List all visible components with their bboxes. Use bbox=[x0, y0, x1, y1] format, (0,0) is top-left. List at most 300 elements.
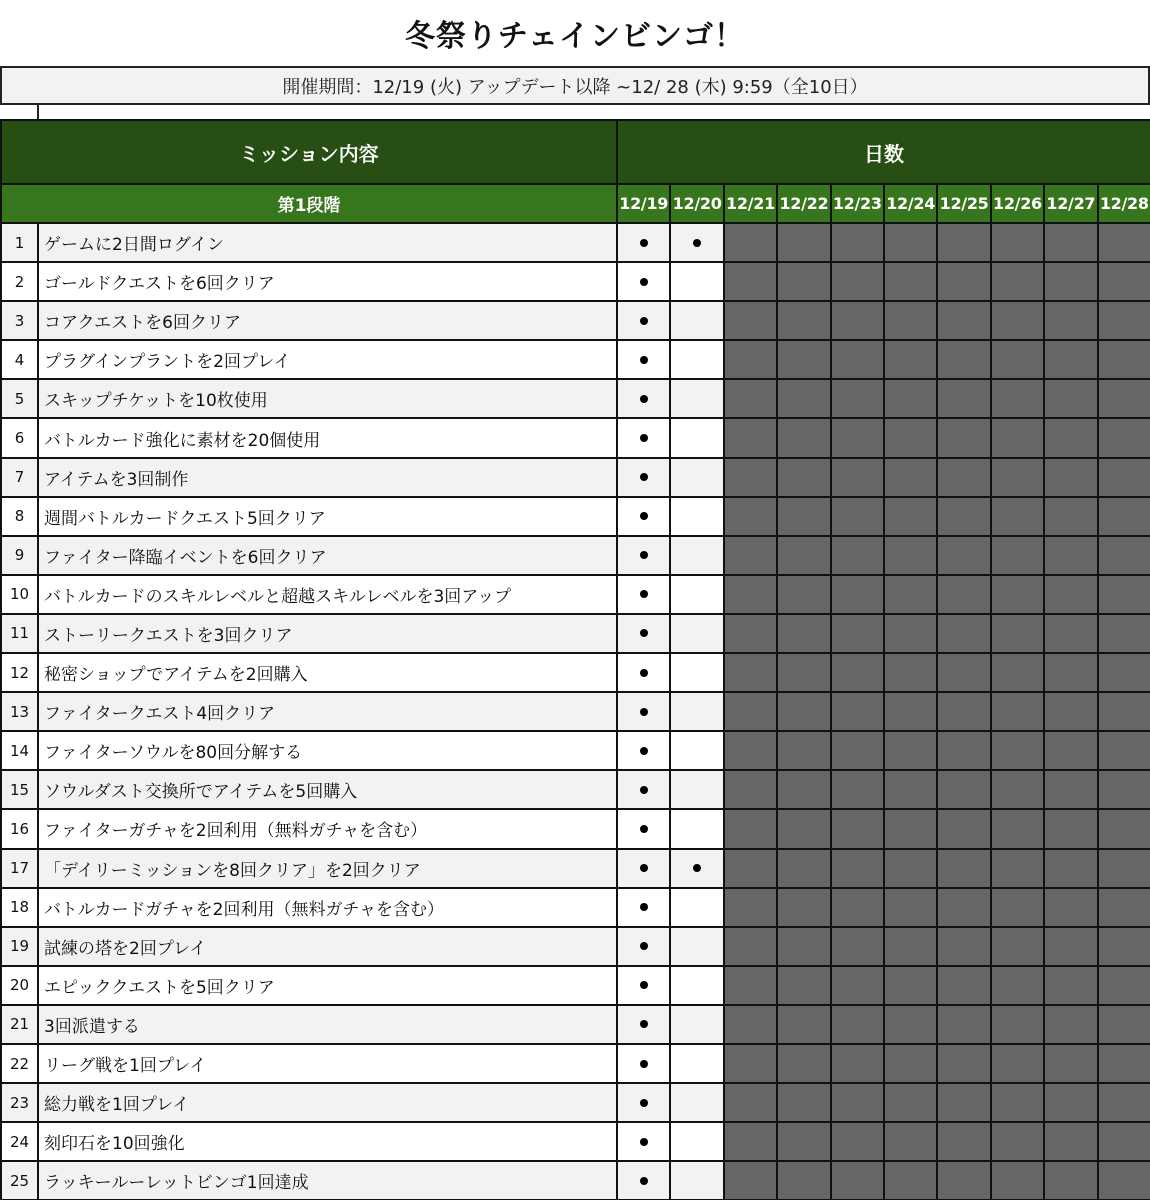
mission-text: ゲームに2日間ログイン bbox=[38, 223, 617, 262]
inactive-day-cell bbox=[991, 888, 1044, 927]
inactive-day-cell bbox=[884, 262, 937, 301]
day-cell bbox=[670, 1122, 723, 1161]
day-header: 12/23 bbox=[831, 184, 884, 223]
table-row bbox=[1, 1161, 1150, 1200]
inactive-day-cell bbox=[831, 809, 884, 848]
inactive-day-cell bbox=[1044, 223, 1097, 262]
day-header: 12/22 bbox=[777, 184, 830, 223]
day-header: 12/26 bbox=[991, 184, 1044, 223]
inactive-day-cell bbox=[991, 1044, 1044, 1083]
mission-text: ファイター降臨イベントを6回クリア bbox=[38, 536, 617, 575]
inactive-day-cell bbox=[884, 966, 937, 1005]
table-row bbox=[1, 1122, 1150, 1161]
inactive-day-cell bbox=[777, 888, 830, 927]
inactive-day-cell bbox=[831, 458, 884, 497]
inactive-day-cell bbox=[724, 1161, 777, 1200]
row-number: 7 bbox=[1, 458, 38, 497]
inactive-day-cell bbox=[1044, 770, 1097, 809]
inactive-day-cell bbox=[1098, 692, 1150, 731]
inactive-day-cell bbox=[724, 966, 777, 1005]
inactive-day-cell bbox=[1098, 849, 1150, 888]
day-cell bbox=[670, 536, 723, 575]
event-period-text: 開催期間：12/19 (火) アップデート以降 ~12/ 28 (木) 9:59（全10日） bbox=[282, 76, 868, 98]
inactive-day-cell bbox=[884, 379, 937, 418]
inactive-day-cell bbox=[1044, 1161, 1097, 1200]
inactive-day-cell bbox=[1098, 340, 1150, 379]
inactive-day-cell bbox=[777, 575, 830, 614]
inactive-day-cell bbox=[1044, 458, 1097, 497]
mission-text: 刻印石を10回強化 bbox=[38, 1122, 617, 1161]
inactive-day-cell bbox=[724, 653, 777, 692]
inactive-day-cell bbox=[1044, 849, 1097, 888]
inactive-day-cell bbox=[724, 262, 777, 301]
inactive-day-cell bbox=[724, 849, 777, 888]
day-cell bbox=[617, 301, 670, 340]
inactive-day-cell bbox=[937, 223, 990, 262]
day-cell bbox=[670, 1083, 723, 1122]
title-bar bbox=[0, 0, 1150, 66]
table-row bbox=[1, 458, 1150, 497]
inactive-day-cell bbox=[831, 1161, 884, 1200]
table-row bbox=[1, 731, 1150, 770]
day-cell bbox=[617, 536, 670, 575]
row-number: 23 bbox=[1, 1083, 38, 1122]
inactive-day-cell bbox=[724, 1122, 777, 1161]
inactive-day-cell bbox=[831, 614, 884, 653]
completed-dot-icon bbox=[640, 629, 648, 637]
inactive-day-cell bbox=[724, 770, 777, 809]
completed-dot-icon bbox=[640, 747, 648, 755]
table-row bbox=[1, 575, 1150, 614]
inactive-day-cell bbox=[724, 888, 777, 927]
inactive-day-cell bbox=[937, 1161, 990, 1200]
inactive-day-cell bbox=[937, 1005, 990, 1044]
inactive-day-cell bbox=[777, 966, 830, 1005]
inactive-day-cell bbox=[991, 809, 1044, 848]
day-cell bbox=[670, 223, 723, 262]
completed-dot-icon bbox=[640, 903, 648, 911]
row-number: 19 bbox=[1, 927, 38, 966]
inactive-day-cell bbox=[937, 301, 990, 340]
inactive-day-cell bbox=[1098, 1083, 1150, 1122]
mission-text: バトルカードのスキルレベルと超越スキルレベルを3回アップ bbox=[38, 575, 617, 614]
mission-text: 総力戦を1回プレイ bbox=[38, 1083, 617, 1122]
day-cell bbox=[670, 301, 723, 340]
completed-dot-icon bbox=[640, 942, 648, 950]
inactive-day-cell bbox=[1098, 458, 1150, 497]
completed-dot-icon bbox=[640, 981, 648, 989]
day-cell bbox=[617, 809, 670, 848]
inactive-day-cell bbox=[884, 614, 937, 653]
inactive-day-cell bbox=[1098, 770, 1150, 809]
completed-dot-icon bbox=[640, 512, 648, 520]
inactive-day-cell bbox=[1098, 1122, 1150, 1161]
row-number: 22 bbox=[1, 1044, 38, 1083]
inactive-day-cell bbox=[724, 418, 777, 457]
day-cell bbox=[670, 927, 723, 966]
row-number: 4 bbox=[1, 340, 38, 379]
inactive-day-cell bbox=[777, 692, 830, 731]
day-cell bbox=[617, 1005, 670, 1044]
inactive-day-cell bbox=[777, 1005, 830, 1044]
completed-dot-icon bbox=[640, 395, 648, 403]
completed-dot-icon bbox=[640, 864, 648, 872]
completed-dot-icon bbox=[640, 669, 648, 677]
completed-dot-icon bbox=[640, 1020, 648, 1028]
table-row bbox=[1, 223, 1150, 262]
inactive-day-cell bbox=[1098, 262, 1150, 301]
inactive-day-cell bbox=[831, 536, 884, 575]
inactive-day-cell bbox=[724, 536, 777, 575]
inactive-day-cell bbox=[991, 1122, 1044, 1161]
inactive-day-cell bbox=[884, 1122, 937, 1161]
completed-dot-icon bbox=[640, 473, 648, 481]
mission-text: プラグインプラントを2回プレイ bbox=[38, 340, 617, 379]
inactive-day-cell bbox=[884, 301, 937, 340]
completed-dot-icon bbox=[640, 708, 648, 716]
table-row bbox=[1, 614, 1150, 653]
row-number: 21 bbox=[1, 1005, 38, 1044]
inactive-day-cell bbox=[831, 379, 884, 418]
inactive-day-cell bbox=[724, 1005, 777, 1044]
inactive-day-cell bbox=[937, 497, 990, 536]
inactive-day-cell bbox=[1044, 614, 1097, 653]
inactive-day-cell bbox=[777, 809, 830, 848]
inactive-day-cell bbox=[777, 653, 830, 692]
inactive-day-cell bbox=[937, 536, 990, 575]
table-row bbox=[1, 340, 1150, 379]
day-cell bbox=[670, 418, 723, 457]
inactive-day-cell bbox=[831, 301, 884, 340]
inactive-day-cell bbox=[991, 653, 1044, 692]
inactive-day-cell bbox=[831, 731, 884, 770]
inactive-day-cell bbox=[991, 692, 1044, 731]
inactive-day-cell bbox=[777, 1122, 830, 1161]
inactive-day-cell bbox=[724, 379, 777, 418]
row-number: 9 bbox=[1, 536, 38, 575]
inactive-day-cell bbox=[1098, 497, 1150, 536]
inactive-day-cell bbox=[724, 809, 777, 848]
day-cell bbox=[617, 692, 670, 731]
inactive-day-cell bbox=[884, 731, 937, 770]
table-row bbox=[1, 1083, 1150, 1122]
inactive-day-cell bbox=[937, 770, 990, 809]
mission-text: ラッキールーレットビンゴ1回達成 bbox=[38, 1161, 617, 1200]
table-row bbox=[1, 849, 1150, 888]
stage-row bbox=[1, 184, 1150, 223]
inactive-day-cell bbox=[991, 927, 1044, 966]
spacer-row bbox=[0, 105, 1150, 120]
inactive-day-cell bbox=[991, 418, 1044, 457]
day-cell bbox=[670, 888, 723, 927]
day-cell bbox=[670, 653, 723, 692]
inactive-day-cell bbox=[991, 1161, 1044, 1200]
inactive-day-cell bbox=[884, 575, 937, 614]
inactive-day-cell bbox=[1044, 1005, 1097, 1044]
day-cell bbox=[617, 1161, 670, 1200]
day-header: 12/21 bbox=[724, 184, 777, 223]
day-cell bbox=[670, 379, 723, 418]
day-cell bbox=[617, 770, 670, 809]
inactive-day-cell bbox=[1044, 1044, 1097, 1083]
inactive-day-cell bbox=[1098, 223, 1150, 262]
inactive-day-cell bbox=[1044, 418, 1097, 457]
inactive-day-cell bbox=[884, 927, 937, 966]
inactive-day-cell bbox=[937, 692, 990, 731]
inactive-day-cell bbox=[937, 1122, 990, 1161]
day-cell bbox=[670, 1005, 723, 1044]
inactive-day-cell bbox=[991, 379, 1044, 418]
inactive-day-cell bbox=[831, 849, 884, 888]
inactive-day-cell bbox=[991, 262, 1044, 301]
inactive-day-cell bbox=[831, 262, 884, 301]
inactive-day-cell bbox=[1044, 927, 1097, 966]
mission-text: ファイタークエスト4回クリア bbox=[38, 692, 617, 731]
inactive-day-cell bbox=[777, 301, 830, 340]
inactive-day-cell bbox=[1098, 1005, 1150, 1044]
inactive-day-cell bbox=[777, 927, 830, 966]
row-number: 20 bbox=[1, 966, 38, 1005]
header-row bbox=[1, 120, 1150, 184]
inactive-day-cell bbox=[724, 497, 777, 536]
inactive-day-cell bbox=[1098, 888, 1150, 927]
inactive-day-cell bbox=[937, 614, 990, 653]
inactive-day-cell bbox=[1044, 575, 1097, 614]
inactive-day-cell bbox=[777, 340, 830, 379]
inactive-day-cell bbox=[831, 497, 884, 536]
day-cell bbox=[617, 888, 670, 927]
inactive-day-cell bbox=[884, 340, 937, 379]
inactive-day-cell bbox=[777, 458, 830, 497]
day-header: 12/19 bbox=[617, 184, 670, 223]
inactive-day-cell bbox=[1044, 692, 1097, 731]
inactive-day-cell bbox=[1044, 1083, 1097, 1122]
day-cell bbox=[617, 653, 670, 692]
day-header: 12/24 bbox=[884, 184, 937, 223]
row-number: 2 bbox=[1, 262, 38, 301]
mission-text: スキップチケットを10枚使用 bbox=[38, 379, 617, 418]
inactive-day-cell bbox=[937, 966, 990, 1005]
inactive-day-cell bbox=[991, 614, 1044, 653]
row-number: 18 bbox=[1, 888, 38, 927]
inactive-day-cell bbox=[1044, 497, 1097, 536]
mission-header: ミッション内容 bbox=[1, 120, 617, 184]
day-cell bbox=[670, 849, 723, 888]
inactive-day-cell bbox=[884, 418, 937, 457]
inactive-day-cell bbox=[991, 1083, 1044, 1122]
inactive-day-cell bbox=[777, 614, 830, 653]
row-number: 14 bbox=[1, 731, 38, 770]
completed-dot-icon bbox=[640, 551, 648, 559]
inactive-day-cell bbox=[937, 1083, 990, 1122]
inactive-day-cell bbox=[1098, 653, 1150, 692]
inactive-day-cell bbox=[884, 809, 937, 848]
day-header: 12/20 bbox=[670, 184, 723, 223]
row-number: 15 bbox=[1, 770, 38, 809]
completed-dot-icon bbox=[640, 317, 648, 325]
inactive-day-cell bbox=[724, 1044, 777, 1083]
row-number: 17 bbox=[1, 849, 38, 888]
row-number: 6 bbox=[1, 418, 38, 457]
inactive-day-cell bbox=[777, 262, 830, 301]
day-cell bbox=[617, 262, 670, 301]
inactive-day-cell bbox=[831, 653, 884, 692]
inactive-day-cell bbox=[884, 536, 937, 575]
inactive-day-cell bbox=[991, 1005, 1044, 1044]
day-cell bbox=[617, 379, 670, 418]
inactive-day-cell bbox=[1044, 653, 1097, 692]
row-number: 12 bbox=[1, 653, 38, 692]
table-row bbox=[1, 301, 1150, 340]
inactive-day-cell bbox=[1098, 927, 1150, 966]
row-number: 3 bbox=[1, 301, 38, 340]
mission-text: 「デイリーミッションを8回クリア」を2回クリア bbox=[38, 849, 617, 888]
day-cell bbox=[670, 1044, 723, 1083]
inactive-day-cell bbox=[937, 458, 990, 497]
inactive-day-cell bbox=[884, 1083, 937, 1122]
day-cell bbox=[617, 418, 670, 457]
page-title: 冬祭りチェインビンゴ！ bbox=[404, 19, 746, 54]
inactive-day-cell bbox=[1044, 379, 1097, 418]
day-header: 12/25 bbox=[937, 184, 990, 223]
inactive-day-cell bbox=[1044, 809, 1097, 848]
mission-text: 3回派遣する bbox=[38, 1005, 617, 1044]
inactive-day-cell bbox=[724, 731, 777, 770]
inactive-day-cell bbox=[724, 692, 777, 731]
mission-text: アイテムを3回制作 bbox=[38, 458, 617, 497]
inactive-day-cell bbox=[831, 223, 884, 262]
inactive-day-cell bbox=[1044, 536, 1097, 575]
day-cell bbox=[670, 458, 723, 497]
inactive-day-cell bbox=[1098, 1161, 1150, 1200]
day-cell bbox=[617, 497, 670, 536]
inactive-day-cell bbox=[831, 1122, 884, 1161]
day-cell bbox=[670, 731, 723, 770]
inactive-day-cell bbox=[1044, 1122, 1097, 1161]
event-period-bar bbox=[0, 66, 1150, 105]
inactive-day-cell bbox=[1044, 301, 1097, 340]
row-number: 1 bbox=[1, 223, 38, 262]
inactive-day-cell bbox=[937, 731, 990, 770]
inactive-day-cell bbox=[1044, 888, 1097, 927]
day-cell bbox=[617, 966, 670, 1005]
inactive-day-cell bbox=[1098, 301, 1150, 340]
mission-text: バトルカード強化に素材を20個使用 bbox=[38, 418, 617, 457]
mission-rows bbox=[1, 223, 1150, 1200]
day-cell bbox=[670, 692, 723, 731]
completed-dot-icon bbox=[640, 786, 648, 794]
day-header: 12/28 bbox=[1098, 184, 1150, 223]
day-cell bbox=[670, 575, 723, 614]
table-row bbox=[1, 262, 1150, 301]
table-row bbox=[1, 927, 1150, 966]
inactive-day-cell bbox=[991, 223, 1044, 262]
inactive-day-cell bbox=[937, 849, 990, 888]
inactive-day-cell bbox=[884, 458, 937, 497]
inactive-day-cell bbox=[937, 1044, 990, 1083]
day-cell bbox=[670, 1161, 723, 1200]
inactive-day-cell bbox=[1044, 731, 1097, 770]
mission-text: ゴールドクエストを6回クリア bbox=[38, 262, 617, 301]
inactive-day-cell bbox=[777, 770, 830, 809]
inactive-day-cell bbox=[1098, 418, 1150, 457]
inactive-day-cell bbox=[991, 770, 1044, 809]
mission-text: 秘密ショップでアイテムを2回購入 bbox=[38, 653, 617, 692]
day-cell bbox=[617, 575, 670, 614]
day-cell bbox=[670, 497, 723, 536]
day-cell bbox=[617, 1122, 670, 1161]
inactive-day-cell bbox=[937, 575, 990, 614]
inactive-day-cell bbox=[937, 379, 990, 418]
mission-text: 試練の塔を2回プレイ bbox=[38, 927, 617, 966]
inactive-day-cell bbox=[884, 888, 937, 927]
inactive-day-cell bbox=[937, 653, 990, 692]
inactive-day-cell bbox=[884, 497, 937, 536]
inactive-day-cell bbox=[831, 927, 884, 966]
completed-dot-icon bbox=[640, 356, 648, 364]
inactive-day-cell bbox=[777, 849, 830, 888]
table-row bbox=[1, 1044, 1150, 1083]
day-cell bbox=[617, 1083, 670, 1122]
table-row bbox=[1, 497, 1150, 536]
inactive-day-cell bbox=[937, 262, 990, 301]
table-row bbox=[1, 653, 1150, 692]
inactive-day-cell bbox=[831, 340, 884, 379]
inactive-day-cell bbox=[724, 1083, 777, 1122]
day-cell bbox=[670, 966, 723, 1005]
day-cell bbox=[670, 770, 723, 809]
row-number: 10 bbox=[1, 575, 38, 614]
inactive-day-cell bbox=[831, 1005, 884, 1044]
mission-text: リーグ戦を1回プレイ bbox=[38, 1044, 617, 1083]
mission-text: コアクエストを6回クリア bbox=[38, 301, 617, 340]
inactive-day-cell bbox=[1098, 379, 1150, 418]
inactive-day-cell bbox=[991, 575, 1044, 614]
inactive-day-cell bbox=[777, 731, 830, 770]
day-cell bbox=[617, 458, 670, 497]
inactive-day-cell bbox=[831, 966, 884, 1005]
inactive-day-cell bbox=[991, 966, 1044, 1005]
inactive-day-cell bbox=[884, 770, 937, 809]
table-row bbox=[1, 888, 1150, 927]
mission-text: 週間バトルカードクエスト5回クリア bbox=[38, 497, 617, 536]
inactive-day-cell bbox=[724, 927, 777, 966]
inactive-day-cell bbox=[724, 223, 777, 262]
table-row bbox=[1, 770, 1150, 809]
inactive-day-cell bbox=[937, 418, 990, 457]
inactive-day-cell bbox=[724, 301, 777, 340]
day-cell bbox=[670, 614, 723, 653]
mission-text: ストーリークエストを3回クリア bbox=[38, 614, 617, 653]
inactive-day-cell bbox=[1098, 614, 1150, 653]
completed-dot-icon bbox=[693, 864, 701, 872]
row-number: 8 bbox=[1, 497, 38, 536]
day-cell bbox=[617, 927, 670, 966]
day-cell bbox=[617, 340, 670, 379]
inactive-day-cell bbox=[884, 1044, 937, 1083]
inactive-day-cell bbox=[991, 497, 1044, 536]
table-row bbox=[1, 1005, 1150, 1044]
inactive-day-cell bbox=[1044, 340, 1097, 379]
day-cell bbox=[617, 731, 670, 770]
inactive-day-cell bbox=[884, 653, 937, 692]
inactive-day-cell bbox=[991, 536, 1044, 575]
table-row bbox=[1, 536, 1150, 575]
mission-text: バトルカードガチャを2回利用（無料ガチャを含む） bbox=[38, 888, 617, 927]
inactive-day-cell bbox=[1098, 966, 1150, 1005]
table-row bbox=[1, 418, 1150, 457]
day-cell bbox=[670, 262, 723, 301]
